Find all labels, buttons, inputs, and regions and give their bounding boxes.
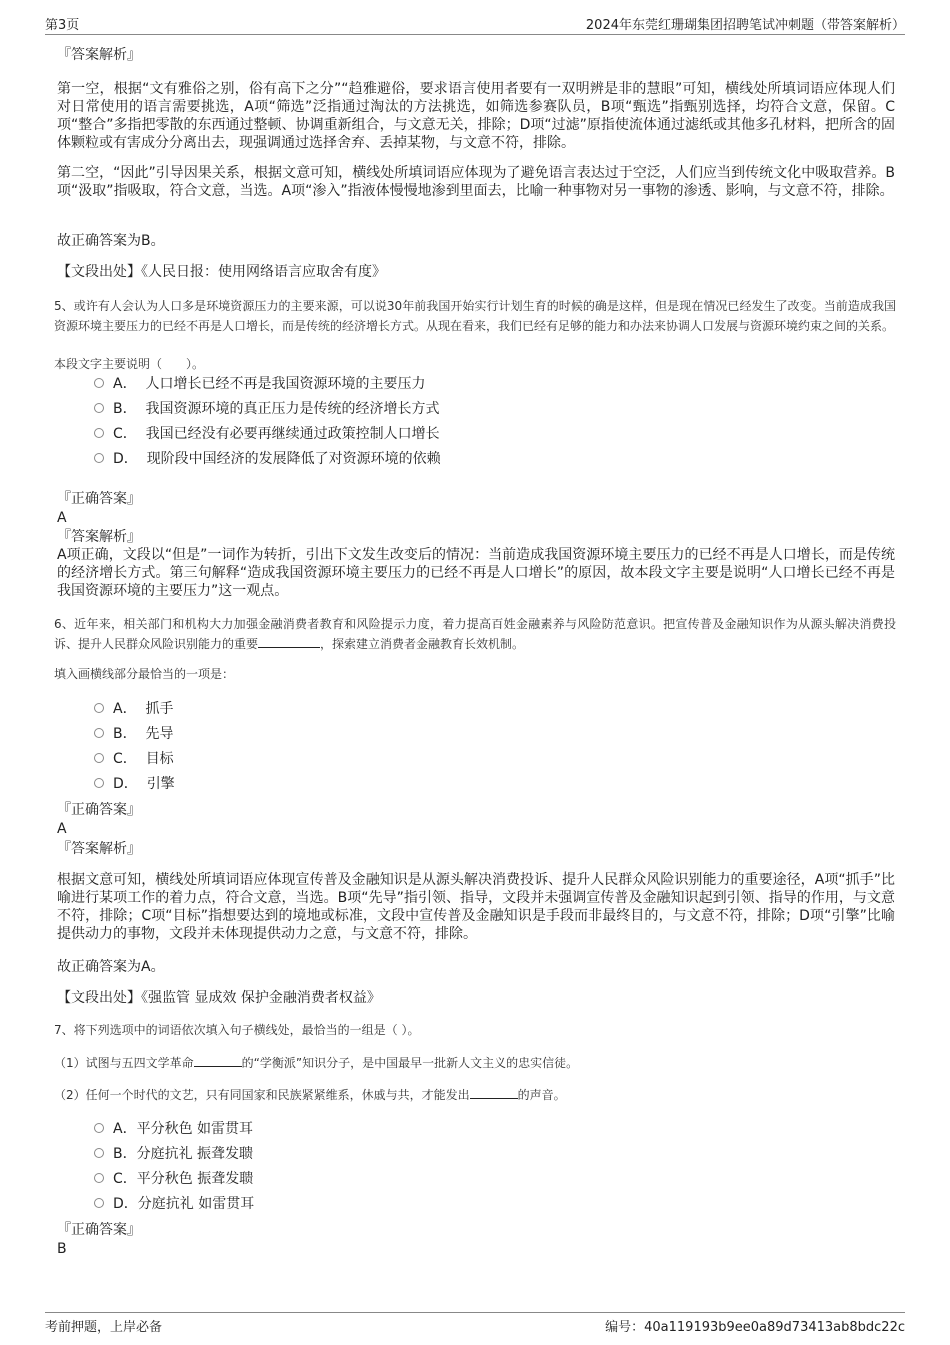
fill-blank: [258, 647, 320, 648]
q5-answer: A: [57, 510, 67, 526]
q5-options: [94, 372, 441, 472]
footer-slogan: 考前押题，上岸必备: [45, 1320, 163, 1335]
page-header: [45, 12, 905, 35]
q7-option-d[interactable]: D．分庭抗礼 如雷贯耳: [94, 1192, 254, 1217]
q5-ask: 本段文字主要说明（ ）。: [54, 357, 205, 371]
q4-source: 【文段出处】《人民日报：使用网络语言应取舍有度》: [57, 264, 386, 280]
radio-icon[interactable]: [94, 778, 104, 788]
q5-option-b[interactable]: B． 我国资源环境的真正压力是传统的经济增长方式: [94, 397, 441, 422]
q5-answer-label: 『正确答案』: [57, 491, 141, 507]
q6-answer-label: 『正确答案』: [57, 802, 141, 818]
q7-sentence-1: （1）试图与五四文学革命 的“学衡派”知识分子，是中国最早一批新人文主义的忠实信徒。: [54, 1056, 579, 1070]
radio-icon[interactable]: [94, 378, 104, 388]
radio-icon[interactable]: [94, 1173, 104, 1183]
q7-answer-label: 『正确答案』: [57, 1222, 141, 1238]
fill-blank: [194, 1066, 242, 1067]
q6-source: 【文段出处】《强监管 显成效 保护金融消费者权益》: [57, 990, 381, 1006]
q7-option-b[interactable]: B．分庭抗礼 振聋发聩: [94, 1142, 254, 1167]
q5-option-a[interactable]: A． 人口增长已经不再是我国资源环境的主要压力: [94, 372, 441, 397]
page-number: 第3页: [45, 18, 80, 33]
radio-icon[interactable]: [94, 453, 104, 463]
q5-analysis: A项正确，文段以“但是”一词作为转折，引出下文发生改变后的情况：当前造成我国资源环境主要压力的已经不再是人口增长，而是传统的经济增长方式。第三句解释“造成我国资源环境主要压力的已经不再是人口增长”的原因，故本段文字主要是说明“人口增长已经不再是我国资源环境的主要压力”这一观点。: [57, 547, 895, 599]
document-code: 编号：40a119193b9ee0a89d73413ab8bdc22c: [605, 1320, 905, 1335]
q4-analysis-label: 『答案解析』: [57, 47, 141, 63]
q4-analysis-p2: 第二空，“因此”引导因果关系，根据文意可知，横线处所填词语应体现为了避免语言表达过于空泛，人们应当到传统文化中吸取营养。B项“汲取”指吸取，符合文意，当选。A项“渗入”指液体慢慢地渗到里面去，比喻一种事物对另一事物的渗透、影响，与文意不符，排除。: [57, 165, 895, 199]
radio-icon[interactable]: [94, 1123, 104, 1133]
q7-option-a[interactable]: A．平分秋色 如雷贯耳: [94, 1117, 254, 1142]
radio-icon[interactable]: [94, 1148, 104, 1158]
q6-analysis: 根据文意可知，横线处所填词语应体现宣传普及金融知识是从源头解决消费投诉、提升人民群众风险识别能力的重要途径，A项“抓手”比喻进行某项工作的着力点，符合文意，当选。B项“先导”指引领、指导，文段并未强调宣传普及金融知识起到引领、指导的作用，与文意不符，排除；C项“目标”指想要达到的境地或标准，文段中宣传普及金融知识是手段而非最终目的，与文意不符，排除；D项“引擎”比喻提供动力的事物，文段并未体现提供动力之意，与文意不符，排除。: [57, 872, 895, 942]
q6-options: [94, 697, 175, 797]
q5-option-c[interactable]: C． 我国已经没有必要再继续通过政策控制人口增长: [94, 422, 441, 447]
q5-analysis-label: 『答案解析』: [57, 529, 141, 545]
fill-blank: [470, 1098, 518, 1099]
q5-option-d[interactable]: D． 现阶段中国经济的发展降低了对资源环境的依赖: [94, 447, 441, 472]
q6-ask: 填入画横线部分最恰当的一项是：: [54, 667, 235, 681]
q6-option-a[interactable]: A． 抓手: [94, 697, 175, 722]
document-title: 2024年东莞红珊瑚集团招聘笔试冲刺题（带答案解析）: [585, 18, 905, 33]
page-footer: [45, 1312, 905, 1335]
q7-options: [94, 1117, 254, 1217]
q7-option-c[interactable]: C．平分秋色 振聋发聩: [94, 1167, 254, 1192]
radio-icon[interactable]: [94, 403, 104, 413]
radio-icon[interactable]: [94, 428, 104, 438]
radio-icon[interactable]: [94, 753, 104, 763]
q5-stem: 5、或许有人会认为人口多是环境资源压力的主要来源，可以说30年前我国开始实行计划生育的时候的确是这样，但是现在情况已经发生了改变。当前造成我国资源环境主要压力的已经不再是人口增长，而是传统的经济增长方式。从现在看来，我们已经有足够的能力和办法来协调人口发展与资源环境约束之间的关系。: [54, 299, 896, 333]
q7-answer: B: [57, 1241, 67, 1257]
q6-analysis-label: 『答案解析』: [57, 841, 141, 857]
q6-conclusion: 故正确答案为A。: [57, 959, 165, 975]
q4-conclusion: 故正确答案为B。: [57, 233, 165, 249]
q6-answer: A: [57, 821, 67, 837]
q6-stem: 6、近年来，相关部门和机构大力加强金融消费者教育和风险提示力度，着力提高百姓金融素养与风险防范意识。把宣传普及金融知识作为从源头解决消费投诉、提升人民群众风险识别能力的重要 ，探索建立消费者金融教育长效机制。: [54, 617, 896, 651]
q6-option-b[interactable]: B． 先导: [94, 722, 175, 747]
q6-option-c[interactable]: C． 目标: [94, 747, 175, 772]
q7-sentence-2: （2）任何一个时代的文艺，只有同国家和民族紧紧维系，休戚与共，才能发出 的声音。: [54, 1088, 566, 1102]
q4-analysis-p1: 第一空，根据“文有雅俗之别，俗有高下之分”“趋雅避俗，要求语言使用者要有一双明辨是非的慧眼”可知，横线处所填词语应体现人们对日常使用的语言需要挑选，A项“筛选”泛指通过淘汰的方法挑选，如筛选参赛队员，B项“甄选”指甄别选择，均符合文意，保留。C项“整合”多指把零散的东西通过整顿、协调重新组合，与文意无关，排除；D项“过滤”原指使流体通过滤纸或其他多孔材料，把所含的固体颗粒或有害成分分离出去，现强调通过选择舍弃、丢掉某物，与文意不符，排除。: [57, 81, 895, 151]
q6-option-d[interactable]: D． 引擎: [94, 772, 175, 797]
q7-stem: 7、将下列选项中的词语依次填入句子横线处，最恰当的一组是（ ）。: [54, 1023, 420, 1037]
radio-icon[interactable]: [94, 703, 104, 713]
radio-icon[interactable]: [94, 728, 104, 738]
radio-icon[interactable]: [94, 1198, 104, 1208]
